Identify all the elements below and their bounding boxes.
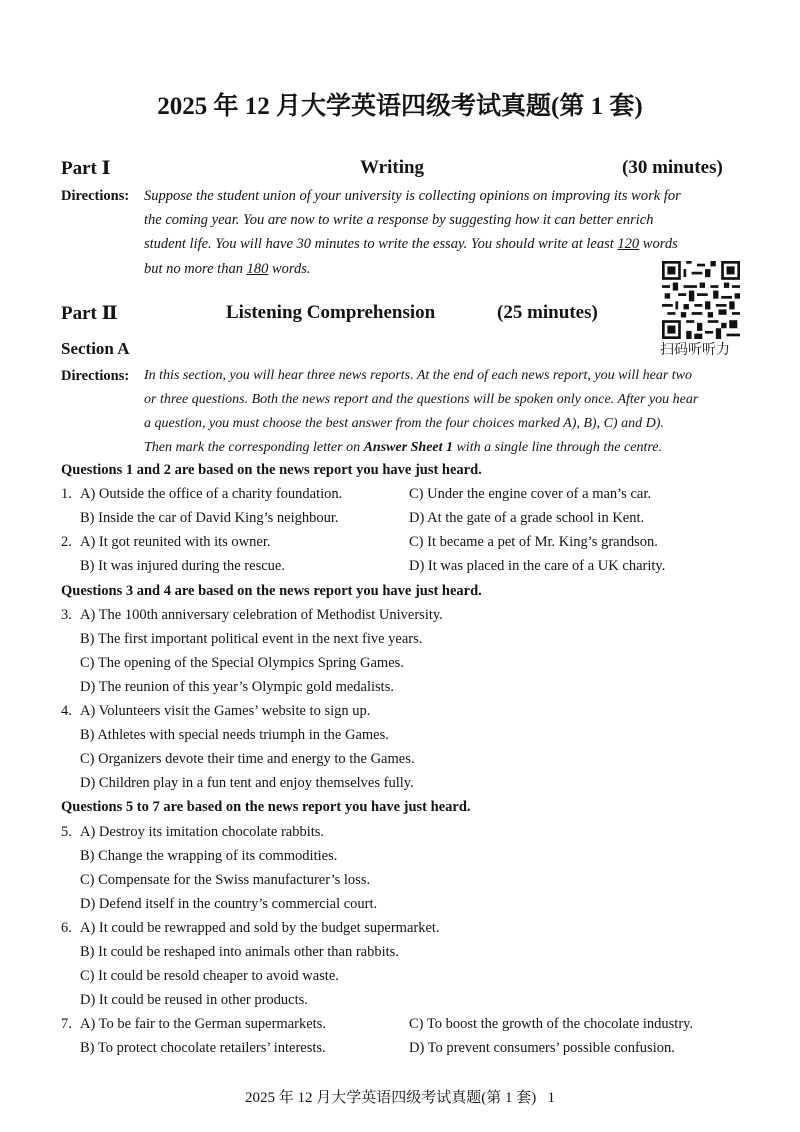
answer-option[interactable]: D) It could be reused in other products.: [80, 992, 308, 1009]
part-2-directions-line: or three questions. Both the news report and the questions will be spoken only once. After you hear: [144, 392, 699, 407]
answer-option[interactable]: C) It became a pet of Mr. King’s grandson.: [409, 534, 658, 551]
answer-option[interactable]: C) The opening of the Special Olympics Spring Games.: [80, 654, 404, 671]
answer-option[interactable]: A) Outside the office of a charity foundation.: [80, 486, 343, 503]
answer-option[interactable]: B) Inside the car of David King’s neighbour.: [80, 510, 339, 527]
part-2-time: (25 minutes): [497, 302, 598, 323]
answer-option[interactable]: D) At the gate of a grade school in Kent.: [409, 510, 645, 527]
question-number: 4.: [61, 703, 72, 719]
answer-option[interactable]: C) Under the engine cover of a man’s car.: [409, 486, 651, 503]
part-2-name: Listening Comprehension: [226, 302, 436, 323]
question-number: 2.: [61, 534, 72, 551]
answer-option[interactable]: B) Change the wrapping of its commodities.: [80, 847, 338, 864]
answer-option[interactable]: A) It could be rewrapped and sold by the budget supermarket.: [80, 919, 440, 936]
question-group-heading: Questions 1 and 2 are based on the news report you have just heard.: [61, 462, 482, 478]
part-1-directions-line: but no more than 180 words.: [144, 261, 311, 277]
answer-option[interactable]: C) It could be resold cheaper to avoid waste.: [80, 968, 339, 985]
answer-option[interactable]: B) It could be reshaped into animals other than rabbits.: [80, 944, 399, 960]
part-1-directions-label: Directions:: [61, 188, 130, 204]
part-1-name: Writing: [360, 157, 425, 178]
question-number: 7.: [61, 1016, 72, 1033]
part-2-directions-line: In this section, you will hear three news reports. At the end of each news report, you will hear two: [144, 368, 693, 383]
answer-option[interactable]: C) To boost the growth of the chocolate industry.: [409, 1016, 694, 1033]
part-1-label: Part Ⅰ: [61, 158, 111, 179]
part-2-directions-line: Then mark the corresponding letter on Answer Sheet 1 with a single line through the centre.: [144, 440, 662, 455]
answer-option[interactable]: D) Defend itself in the country’s commercial court.: [80, 895, 378, 912]
answer-sheet-ref: Answer Sheet 1: [363, 440, 454, 455]
page-title: 2025 年 12 月大学英语四级考试真题(第 1 套): [157, 93, 643, 120]
answer-option[interactable]: D) To prevent consumers’ possible confusion.: [409, 1040, 675, 1057]
answer-option[interactable]: A) It got reunited with its owner.: [80, 534, 271, 551]
question-group-heading: Questions 3 and 4 are based on the news report you have just heard.: [61, 582, 482, 599]
part-1-directions-line: the coming year. You are now to write a response by suggesting how it can better enrich: [144, 212, 654, 228]
answer-option[interactable]: D) Children play in a fun tent and enjoy themselves fully.: [80, 775, 414, 792]
part-1-directions-line: student life. You will have 30 minutes to write the essay. You should write at least 120 words: [144, 236, 678, 252]
answer-option[interactable]: C) Organizers devote their time and energy to the Games.: [80, 751, 415, 768]
page-footer: 2025 年 12 月大学英语四级考试真题(第 1 套) 1: [245, 1090, 555, 1106]
answer-option[interactable]: A) To be fair to the German supermarkets.: [80, 1016, 326, 1033]
question-number: 1.: [61, 486, 72, 503]
part-1-directions-line: Suppose the student union of your university is collecting opinions on improving its work for: [144, 188, 681, 204]
part-2-label: Part Ⅱ: [61, 303, 118, 324]
max-words: 180: [246, 261, 269, 277]
answer-option[interactable]: B) To protect chocolate retailers’ interests.: [80, 1040, 326, 1057]
question-number: 3.: [61, 606, 72, 623]
answer-option[interactable]: C) Compensate for the Swiss manufacturer’s loss.: [80, 871, 371, 888]
section-a-heading: Section A: [61, 339, 130, 358]
answer-option[interactable]: A) Volunteers visit the Games’ website to sign up.: [80, 703, 371, 719]
answer-option[interactable]: D) The reunion of this year’s Olympic gold medalists.: [80, 678, 394, 695]
part-2-directions-label: Directions:: [61, 368, 130, 384]
question-number: 6.: [61, 919, 72, 936]
answer-option[interactable]: D) It was placed in the care of a UK charity.: [409, 558, 666, 575]
min-words: 120: [617, 236, 640, 252]
qr-code-icon[interactable]: [662, 261, 740, 339]
answer-option[interactable]: B) Athletes with special needs triumph in the Games.: [80, 727, 389, 744]
part-1-time: (30 minutes): [622, 157, 723, 178]
answer-option[interactable]: A) Destroy its imitation chocolate rabbits.: [80, 823, 325, 840]
answer-option[interactable]: B) It was injured during the rescue.: [80, 558, 285, 575]
question-group-heading: Questions 5 to 7 are based on the news report you have just heard.: [61, 799, 471, 816]
qr-caption: 扫码听听力: [660, 342, 730, 358]
answer-option[interactable]: A) The 100th anniversary celebration of Methodist University.: [80, 606, 443, 623]
question-number: 5.: [61, 823, 72, 840]
part-2-directions-line: a question, you must choose the best answer from the four choices marked A), B), C) and D).: [144, 416, 664, 431]
answer-option[interactable]: B) The first important political event in the next five years.: [80, 630, 423, 647]
